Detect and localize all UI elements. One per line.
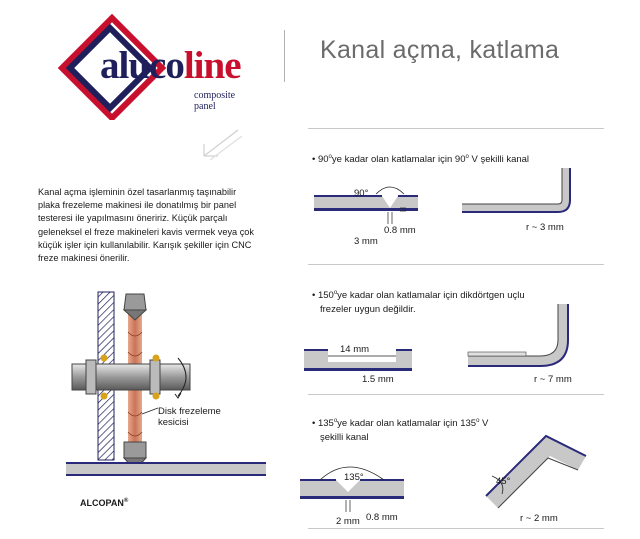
section-2-depth: 1.5 mm [362, 374, 394, 385]
section-1-width: 3 mm [354, 236, 378, 247]
section-3-radius: r ~ 2 mm [520, 513, 558, 524]
milling-machine-diagram [66, 272, 266, 512]
section-3-diagram [296, 416, 606, 528]
section-1-caption: • 90$^o$ye kadar olan katlamalar için 90$^o$ V şekilli kanal [312, 154, 530, 166]
section-divider-1 [308, 264, 604, 265]
section-1-angle: 90° [354, 188, 369, 199]
section-3-width: 2 mm [336, 516, 360, 527]
section-3-caption: • 135$^o$ye kadar olan katlamalar için 135$^o$ V şekilli kanal [312, 418, 489, 444]
section-3-angle: 135° [344, 472, 364, 483]
page-title: Kanal açma, katlama [320, 36, 560, 64]
section-divider-bottom [308, 528, 604, 529]
corner-arrow-icon [198, 126, 244, 162]
brand-logo [50, 10, 241, 120]
intro-paragraph: Kanal açma işleminin özel tasarlanmış taşınabilir plaka frezeleme makinesi ile donatılmış bir panel testeresi ile yapılmasını öneririz. Küçük parçalı geleneksel el freze makineleri kavis vermek veya çok küçük işler için kullanılabilir. Karışık şekiller için CNC freze makinesi önerilir. [38, 187, 254, 264]
section-2-caption: • 150$^o$ye kadar olan katlamalar için dikdörtgen uçlu frezeler uygun değildir. [312, 290, 525, 316]
section-1-depth: 0.8 mm [384, 225, 416, 236]
header-divider [284, 30, 285, 82]
section-divider-2 [308, 394, 604, 395]
section-3-depth: 0.8 mm [366, 512, 398, 523]
cutter-label: Disk frezeleme kesicisi [158, 406, 221, 428]
section-2-width: 14 mm [340, 344, 370, 355]
logo-wordmark: alucoline [100, 44, 241, 87]
section-1-radius: r ~ 3 mm [526, 222, 564, 233]
section-2-radius: r ~ 7 mm [534, 374, 572, 385]
section-2-diagram [300, 286, 610, 386]
logo-tagline: composite panel [194, 90, 236, 112]
section-3-fold-angle: 45° [496, 476, 511, 487]
panel-brand-label: ALCOPAN® [80, 498, 129, 508]
section-divider-top [308, 128, 604, 129]
